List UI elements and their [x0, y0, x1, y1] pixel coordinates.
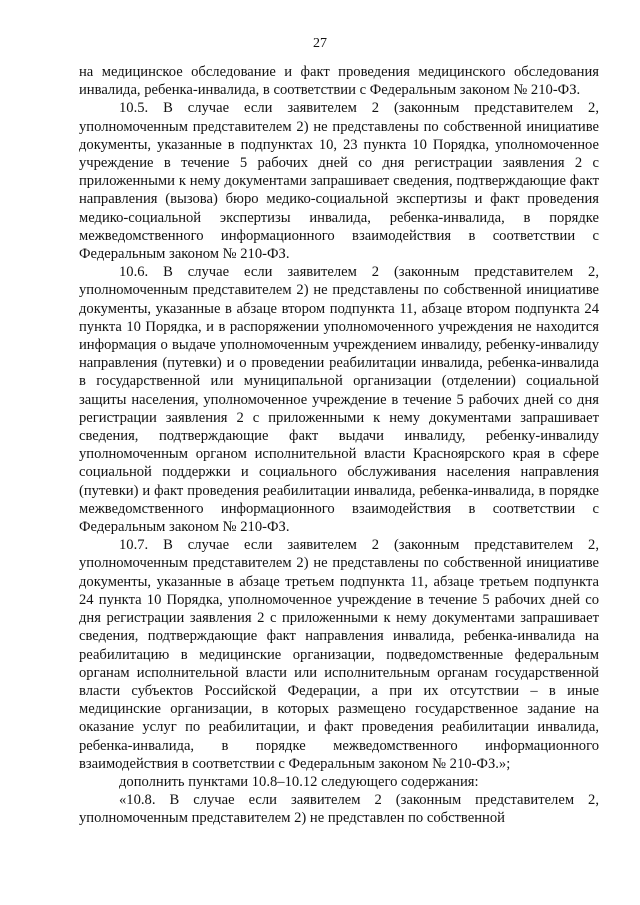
- paragraph-10-6: 10.6. В случае если заявителем 2 (законным представителем 2, уполномоченным представителем 2) не представлены по собственной инициативе документы, указанные в абзаце втором подпункта 11, абзаце втором подпункта 24 пункта 10 Порядка, и в распоряжении уполномоченного учреждения не находится информация о выдаче уполномоченным учреждением инвалиду, ребенку-инвалиду направления (путевки) и о проведении реабилитации инвалида, ребенка-инвалида в государственной или муниципальной организации (отделении) социальной защиты населения, уполномоченное учреждение в течение 5 рабочих дней со дня регистрации заявления 2 с приложенными к нему документами запрашивает сведения, подтверждающие факт выдачи инвалиду, ребенку-инвалиду уполномоченным органом исполнительной власти Красноярского края в сфере социальной поддержки и социального обслуживания населения направления (путевки) и факт проведения реабилитации инвалида, ребенка-инвалида, в порядке межведомственного информационного взаимодействия в соответствии с Федеральным законом № 210-ФЗ.: [79, 264, 599, 536]
- paragraph-10-5: 10.5. В случае если заявителем 2 (законным представителем 2, уполномоченным представителем 2) не представлены по собственной инициативе документы, указанные в подпунктах 10, 23 пункта 10 Порядка, уполномоченное учреждение в течение 5 рабочих дней со дня регистрации заявления 2 с приложенными к нему документами запрашивает сведения, подтверждающие факт направления (вызова) бюро медико-социальной экспертизы и факт проведения медико-социальной экспертизы инвалида, ребенка-инвалида, в порядке межведомственного информационного взаимодействия в соответствии с Федеральным законом № 210-ФЗ.: [79, 100, 599, 263]
- document-body: [79, 63, 599, 828]
- paragraph-10-8: «10.8. В случае если заявителем 2 (законным представителем 2, уполномоченным представителем 2) не представлен по собственной: [79, 792, 599, 827]
- paragraph-continuation: на медицинское обследование и факт проведения медицинского обследования инвалида, ребенка-инвалида, в соответствии с Федеральным законом № 210-ФЗ.: [79, 64, 599, 99]
- paragraph-10-7: 10.7. В случае если заявителем 2 (законным представителем 2, уполномоченным представителем 2) не представлены по собственной инициативе документы, указанные в абзаце третьем подпункта 11, абзаце третьем подпункта 24 пункта 10 Порядка, уполномоченное учреждение в течение 5 рабочих дней со дня регистрации заявления 2 с приложенными к нему документами запрашивает сведения, подтверждающие факт направления инвалида, ребенка-инвалида на реабилитацию в медицинские организации, подведомственные федеральным органам исполнительной власти или исполнительным органам государственной власти субъектов Российской Федерации, а при их отсутствии – в иные медицинские организации, в которых размещено государственное задание на оказание услуг по реабилитации, и факт проведения реабилитации инвалида, ребенка-инвалида, в порядке межведомственного информационного взаимодействия в соответствии с Федеральным законом № 210-ФЗ.»;: [79, 537, 599, 772]
- page-number: 27: [313, 36, 327, 51]
- paragraph-amendment-intro: дополнить пунктами 10.8–10.12 следующего содержания:: [119, 773, 479, 790]
